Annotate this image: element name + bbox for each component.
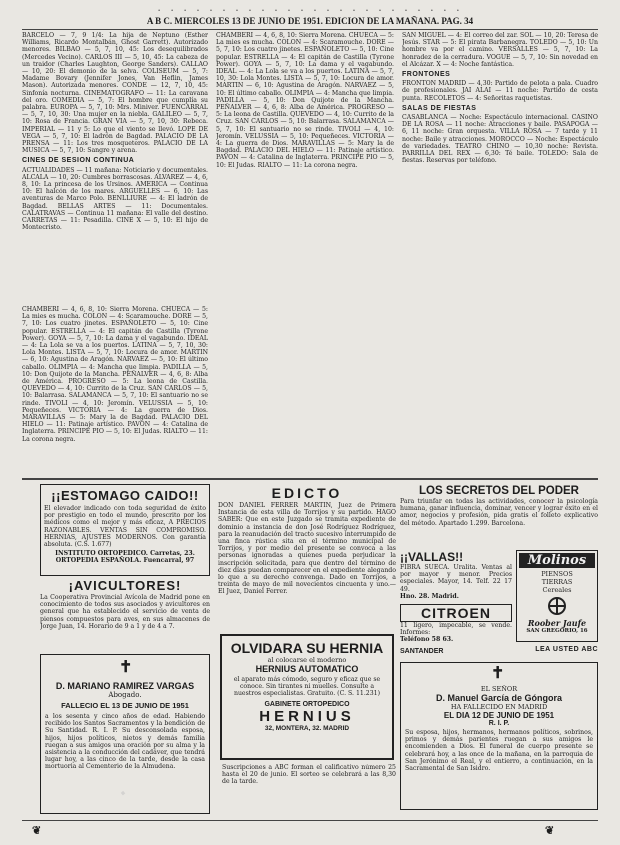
section-heading: FRONTONES [402,71,451,79]
ornament-icon: ❦ [32,824,42,837]
ad-line: Cereales [542,586,572,594]
ad-body: 11 ligero, impecable, se vende. Informes: [400,622,512,637]
ad-body: La Cooperativa Provincial Avícola de Madrid pone en conocimiento de todos sus asociados y avicultores en general que ha establecido el servicio de venta de piensos compuestos para aves, en sus almacenes de Jorge Juan, 14. Horario de 9 a 1 y de 4 a 7. [40,594,210,630]
obituary-name: D. Manuel García de Góngora [435,693,563,703]
ad-brand: Roober Jaufe [527,618,587,628]
bottom-rule [22,820,598,821]
ad-phone: Teléfono 58 63. [400,636,454,644]
obituary-body: a los sesenta y cinco años de edad. Habiendo recibido los Santos Sacramentos y la bendición de Su Santidad. R. I. P. Su desconsolada esposa, hijos, hijos políticos, nietos y demás familia ruegan a sus amigos una oración por su alma y la asistencia a la conducción del cadáver, que tendrá lugar hoy, a las cinco de la tarde, desde la casa mortuoria al Cementerio de la Almudena. [45,713,205,771]
obituary-garcia-gongora [400,662,598,810]
ad-title: ¡¡ESTOMAGO CAIDO!! [51,488,199,503]
obituary-body: Su esposa, hijos, hermanos, hermanos políticos, sobrinos, primos y demás parientes ruegan a sus amigos le encomienden a Dios. El funeral de cuerpo presente se celebrará hoy, a las once de la mañana, en la parroquia de San Jerónimo el Real, y el entierro, a continuación, en la Sacramental de San Isidro. [405,729,593,773]
ad-brand: HERNIUS [259,707,355,725]
ad-body: el aparato más cómodo, seguro y eficaz que se conoce. Sin tirantes ni muelles. Consulte a nuestros especialistas. Gratuito. (C. S. 11.231) [233,676,381,698]
ad-line: al colocarse el moderno [267,656,347,664]
archive-watermark: · [112,780,135,805]
cinema-column-2 [216,32,394,476]
ad-title: ¡¡VALLAS!! [400,550,464,564]
top-rule [22,29,598,30]
ad-body: Para triunfar en todas las actividades, conocer la psicología humana, ganar influencia, dominar, vencer y lograr éxito en el amor, negocios y profesión, pida gratis el folleto explicativo del método. Apartado 1.299. Barcelona. [400,498,598,527]
ad-address: 32, MONTERA, 32. MADRID [264,724,350,732]
ad-vallas [400,550,512,602]
ad-molinos [516,550,598,642]
masthead-decoration: · · · · · · · · · · · · · · · · · · · · · · · · [157,4,463,16]
ad-title: Molinos [519,553,595,568]
ad-product: HERNIUS AUTOMATICO [255,664,359,674]
ad-secretos-poder [400,484,598,546]
ad-line: PIENSOS [541,570,573,578]
cinema-listing-text: CHAMBERI — 4, 6, 8, 10: Sierra Morena. CHUECA — 5: La mies es mucha. COLON — 4: Scaramouche. DORE — 5, 7, 10: Los cuatro jinetes. ESPAÑOLETO — 5, 10: Cine popular. ESTRELLA — 4: El capitán de Castilla (Tyrone Power). GOYA — 5, 7, 10: La dama y el vagabundo. IDEAL — 4: La Lola se va a los puertos. LATINA — 5, 7, 10, 30: Lola Montes. LISTA — 5, 7, 10: Locura de amor. MARTIN — 6, 10: Agustina de Aragón. NARVAEZ — 5, 10: El último caballo. OLIMPIA — 4: Mancha que limpia. PADILLA — 5, 10: Don Quijote de la Mancha. PEÑALVER — 4, 6, 8: Alba de América. PROGRESO — 5: La leona de Castilla. QUEVEDO — 4, 10: Currito de la Cruz. SAN CARLOS — 5, 10: Balarrasa. SALAMANCA — 5, 7, 10: El santuario no se rinde. TIVOLI — 4, 10: Jeromín. VELUSSIA — 5, 10: Pequeñeces. VICTORIA — 4: La guerra de Dios. MARAVILLAS — 5: Mary la de Bagdad. PALACIO DEL HIELO — 11: Patinaje artístico. PAVON — 4: Catalina de Inglaterra. PRINCIPE PIO — 5, 10: El Judas. RIALTO — 11: La corona negra. [216,32,394,169]
ad-citroen [400,604,512,648]
edict-body: DON DANIEL FERRER MARTIN, Juez de Primera Instancia de esta villa de Torrijos y su partido. HAGO SABER: Que en este Juzgado se tramita expediente de dominio a instancia de don José Rodríguez Rodríguez, para la reanudación del tracto sucesivo interrumpido de una finca rústica sita en el término municipal de Torrijos, y por medio del presente se convoca a las personas ignoradas a quienes pueda perjudicar la inscripción solicitada, para que dentro del término de diez días puedan comparecer en el expediente alegando lo que a su derecho convenga. Dado en Torrijos, a treinta de mayo de mil novecientos cincuenta y uno.— El Juez, Daniel Ferrer. [218,502,396,596]
listing-text: FRONTON MADRID — 4,30: Partido de pelota a pala. Cuadro de profesionales. JAI ALAI — 11 noche: Partido de cesta punta. RECOLETOS — 4: Señoritas raquetistas. [402,80,598,102]
obituary-date: EL DIA 12 DE JUNIO DE 1951 [443,711,555,720]
cinema-column-1 [22,32,208,304]
cross-icon: ✝ [119,657,133,676]
ad-title: CITROEN [400,604,512,622]
obituary-rip: R. I. P. [488,720,510,727]
ad-estomago-caido [40,484,210,576]
cinema-listing-text: ACTUALIDADES — 11 mañana: Noticiario y documentales. ALCALA — 10, 20: Cumbres borrascosas. ALVAREZ — 4, 6, 8, 10: La princesa de los Ursinos. AMERICA — Continua 10: El halcón de los mares. ARGUELLES — 6, 10: Las aventuras de Marco Polo. BENLLIURE — 4: El ladrón de Bagdad. BELLAS ARTES — 11: Documentales. CALATRAVAS — Continua 11 mañana: El valle del destino. CARRETAS — 11: Pesadilla. CINE X — 5, 10: El hijo de Montecristo. [22,166,208,232]
legal-edict [218,484,396,632]
cinema-listing-text: SAN MIGUEL — 4: El correo del zar. SOL — 10, 20: Teresa de Jesús. STAR — 5: El pirata Barbanegra. TOLEDO — 5, 10: Un hombre va por el camino. VERSALLES — 5, 7, 10: La honradez de la cerradura. VOGUE — 5, 7, 10: Sin novedad en el Alcázar. X — 4: Noche fantástica. [402,32,598,68]
ad-line: TIERRAS [541,578,573,586]
section-heading: SALAS DE FIESTAS [402,104,477,112]
obituary-subtitle: HA FALLECIDO EN MADRID [450,703,548,711]
ad-hernius [220,634,394,760]
ad-body: El elevador indicado con toda seguridad de éxito por prestigio en todo el mundo, prescrito por los médicos como el mejor y más eficaz, A PRECIOS RAZONABLES. VENTAS SIN COMPROMISO. HERNIAS, AJUSTES MODERNOS. Con garantía absoluta. (C.S. 1.677) [44,505,206,549]
page-folio: A B C. MIERCOLES 13 DE JUNIO DE 1951. EDICION DE LA MAÑANA. PAG. 34 [146,16,474,26]
subscription-notice: Suscripciones a ABC forman el calificativo número 25 hasta el 20 de junio. El sorteo se celebrará a las 8,30 de la tarde. [222,764,396,786]
obituary-pretitle: EL SEÑOR [480,685,518,693]
listing-text: CASABLANCA — Noche: Espectáculo internacional. CASINO DE LA ROSA — 11 noche: Atracciones y baile. PASAPOGA — 6, 11 noche: Gran orquesta. VILLA ROSA — 7 tarde y 11 noche: Baile y atracciones. MOROCCO — Noche: Espectáculo de variedades. TEATRO CHINO — 10,30 noche: Revista. PARRILLA DEL REX — 6,30: Té baile. TOLEDO: Sala de fiestas. Reservas por teléfono. [402,114,598,165]
ornament-icon: ❦ [545,824,555,837]
cross-icon: ✝ [491,663,505,682]
mill-icon [540,595,574,617]
cinema-listing-text: CHAMBERI — 4, 6, 8, 10: Sierra Morena. CHUECA — 5: La mies es mucha. COLON — 4: Scaramouche. DORE — 5, 7, 10: Los cuatro jinetes. ESPAÑOLETO — 5, 10: Cine popular. ESTRELLA — 4: El capitán de Castilla (Tyrone Power). GOYA — 5, 7, 10: La dama y el vagabundo. IDEAL — 4: La Lola se va a los puertos. LATINA — 5, 7, 10, 30: Lola Montes. LISTA — 5, 7, 10: Locura de amor. MARTIN — 6, 10: Agustina de Aragón. NARVAEZ — 5, 10: El último caballo. OLIMPIA — 4: Mancha que limpia. PADILLA — 5, 10: Don Quijote de la Mancha. PEÑALVER — 4, 6, 8: Alba de América. PROGRESO — 5: La leona de Castilla. QUEVEDO — 4, 10: Currito de la Cruz. SAN CARLOS — 5, 10: Balarrasa. SALAMANCA — 5, 7, 10: El santuario no se rinde. TIVOLI — 4, 10: Jeromín. VELUSSIA — 5, 10: Pequeñeces. VICTORIA — 4: La guerra de Dios. MARAVILLAS — 5: Mary la de Bagdad. PALACIO DEL HIELO — 11: Patinaje artístico. PAVON — 4: Catalina de Inglaterra. PRINCIPE PIO — 5, 10: El Judas. RIALTO — 11: La corona negra. [22,306,208,443]
ad-footer: SAN GREGORIO, 16 [526,628,588,634]
ad-title: OLVIDARA SU HERNIA [230,640,384,656]
edict-title: EDICTO [271,485,343,501]
lea-abc-slogan: LEA USTED ABC [535,646,598,653]
ad-footer-title: GABINETE ORTOPEDICO [264,700,350,708]
ad-avicultores [40,578,210,630]
obituary-name: D. MARIANO RAMIREZ VARGAS [55,681,195,691]
ad-footer: INSTITUTO ORTOPEDICO. Carretas, 23. ORTOPEDIA ESPAÑOLA. Fuencarral, 97 [55,550,195,565]
obituary-profession: Abogado. [108,691,142,699]
cinema-column-1-continued [22,306,208,476]
ad-footer: Hno. 28. Madrid. [400,592,459,600]
section-heading: CINES DE SESION CONTINUA [22,157,135,165]
ad-city: SANTANDER [400,648,444,655]
section-rule [22,478,598,480]
cinema-column-3 [402,32,598,476]
ad-title: ¡AVICULTORES! [68,578,182,593]
ad-title: LOS SECRETOS DEL PODER [419,485,579,497]
cinema-listing-text: BARCELO — 7, 9 1/4: La hija de Neptuno (Esther Williams, Ricardo Montalbán, Ghost Garrett). Autorizado menores. BILBAO — 5, 7, 10, 45: Los desequilibrados (Mercedes Vecino). CARLOS III — 5, 10, 45: La cabeza de un traidor (Charles Laughton, George Sanders). CALLAO — 10, 20: El demonio de la selva. COLISEUM — 5, 7: Madame Bovary (Jennifer Jones, Van Heflin, James Mason). Autorizada menores. CONDE — 12, 7, 10, 45: Sinfonía nocturna. CINEMATOGRAFO — 11: La caravana del oro. COMEDIA — 5, 7: El hombre que cumplía su palabra. EUROPA — 5, 7, 10: Mrs. Miniver. FUENCARRAL — 5, 7, 10, 30: Una mujer en la niebla. GALILEO — 5, 7, 10: Rosa de Francia. GRAN VIA — 5, 7, 10, 30: Rebeca. IMPERIAL — 11 y 5: Lo que el viento se llevó. LOPE DE VEGA — 5, 7, 10: El ladrón de Bagdad. PALACIO DE LA PRENSA — 11: Los tres mosqueteros. PALACIO DE LA MUSICA — 5, 7, 10: Sangre y arena. [22,32,208,155]
obituary-date: FALLECIO EL 13 DE JUNIO DE 1951 [61,701,189,710]
ad-body: FIBRA SUECA. Uralita. Ventas al por mayor y menor. Precios especiales. Mayor, 14. Telf. 22 17 49. [400,564,512,593]
